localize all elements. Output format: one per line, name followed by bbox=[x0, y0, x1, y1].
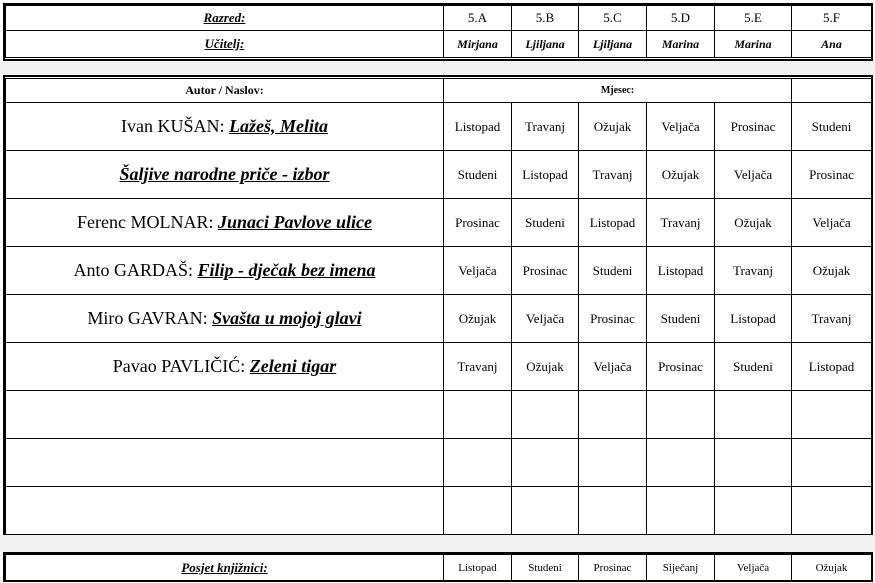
month-cell: Studeni bbox=[647, 295, 715, 343]
empty-cell bbox=[715, 487, 792, 535]
book-title: Šaljive narodne priče - izbor bbox=[119, 164, 330, 184]
month-cell: Listopad bbox=[647, 247, 715, 295]
library-visit-label: Posjet knjižnici: bbox=[6, 555, 444, 581]
library-visit-table bbox=[5, 554, 872, 581]
book-title: Lažeš, Melita bbox=[229, 116, 328, 136]
month-cell: Ožujak bbox=[647, 151, 715, 199]
empty-cell bbox=[512, 439, 579, 487]
month-cell: Travanj bbox=[647, 199, 715, 247]
class-cell: 5.E bbox=[715, 6, 792, 31]
teacher-cell: Ljiljana bbox=[512, 31, 579, 58]
empty-row bbox=[6, 391, 872, 439]
month-cell: Travanj bbox=[792, 295, 872, 343]
empty-cell bbox=[715, 391, 792, 439]
month-cell: Studeni bbox=[579, 247, 647, 295]
book-cell bbox=[6, 295, 444, 343]
empty-cell bbox=[715, 439, 792, 487]
book-author: Miro GAVRAN: bbox=[87, 308, 213, 328]
book-title: Filip - dječak bez imena bbox=[197, 260, 376, 280]
class-cell: 5.D bbox=[647, 6, 715, 31]
book-title: Svašta u mojoj glavi bbox=[212, 308, 362, 328]
author-title-header: Autor / Naslov: bbox=[6, 79, 444, 103]
book-author: Ferenc MOLNAR: bbox=[77, 212, 218, 232]
empty-cell bbox=[6, 487, 444, 535]
empty-cell bbox=[512, 391, 579, 439]
table-row bbox=[6, 199, 872, 247]
empty-header-cell bbox=[792, 79, 872, 103]
schedule-header-row bbox=[6, 79, 872, 103]
month-cell: Studeni bbox=[444, 151, 512, 199]
book-title: Zeleni tigar bbox=[249, 356, 337, 376]
empty-cell bbox=[792, 391, 872, 439]
month-cell: Ožujak bbox=[444, 295, 512, 343]
visit-month-cell: Ožujak bbox=[792, 555, 872, 581]
ucitelj-label: Učitelj: bbox=[6, 31, 444, 58]
month-cell: Travanj bbox=[444, 343, 512, 391]
visit-month-cell: Veljača bbox=[715, 555, 792, 581]
table-row bbox=[6, 103, 872, 151]
empty-cell bbox=[647, 391, 715, 439]
visit-month-cell: Listopad bbox=[444, 555, 512, 581]
teacher-cell: Mirjana bbox=[444, 31, 512, 58]
month-cell: Ožujak bbox=[792, 247, 872, 295]
month-cell: Prosinac bbox=[647, 343, 715, 391]
book-cell bbox=[6, 151, 444, 199]
empty-cell bbox=[444, 439, 512, 487]
visit-month-cell: Siječanj bbox=[647, 555, 715, 581]
empty-cell bbox=[444, 487, 512, 535]
month-cell: Prosinac bbox=[444, 199, 512, 247]
empty-cell bbox=[6, 391, 444, 439]
month-cell: Studeni bbox=[512, 199, 579, 247]
empty-cell bbox=[579, 439, 647, 487]
month-cell: Studeni bbox=[792, 103, 872, 151]
empty-cell bbox=[444, 391, 512, 439]
spacer-strip-bottom bbox=[0, 535, 875, 552]
empty-cell bbox=[579, 487, 647, 535]
month-cell: Veljača bbox=[647, 103, 715, 151]
empty-row bbox=[6, 487, 872, 535]
razred-label: Razred: bbox=[6, 6, 444, 31]
book-title: Junaci Pavlove ulice bbox=[218, 212, 372, 232]
book-author: Anto GARDAŠ: bbox=[73, 260, 198, 280]
class-cell: 5.B bbox=[512, 6, 579, 31]
month-cell: Veljača bbox=[579, 343, 647, 391]
month-cell: Travanj bbox=[512, 103, 579, 151]
month-cell: Veljača bbox=[444, 247, 512, 295]
visit-month-cell: Studeni bbox=[512, 555, 579, 581]
empty-row bbox=[6, 439, 872, 487]
empty-cell bbox=[792, 439, 872, 487]
month-cell: Listopad bbox=[715, 295, 792, 343]
empty-cell bbox=[512, 487, 579, 535]
month-cell: Listopad bbox=[444, 103, 512, 151]
book-author: Ivan KUŠAN: bbox=[121, 116, 229, 136]
month-cell: Veljača bbox=[792, 199, 872, 247]
teacher-cell: Ana bbox=[792, 31, 872, 58]
month-cell: Prosinac bbox=[715, 103, 792, 151]
month-header: Mjesec: bbox=[444, 79, 792, 103]
book-cell bbox=[6, 199, 444, 247]
visit-month-cell: Prosinac bbox=[579, 555, 647, 581]
table-row bbox=[6, 247, 872, 295]
month-cell: Prosinac bbox=[792, 151, 872, 199]
month-cell: Prosinac bbox=[512, 247, 579, 295]
month-cell: Prosinac bbox=[579, 295, 647, 343]
month-cell: Travanj bbox=[579, 151, 647, 199]
book-cell bbox=[6, 247, 444, 295]
book-cell bbox=[6, 343, 444, 391]
month-cell: Veljača bbox=[512, 295, 579, 343]
class-cell: 5.F bbox=[792, 6, 872, 31]
reading-schedule-table bbox=[5, 78, 872, 535]
teacher-cell: Ljiljana bbox=[579, 31, 647, 58]
book-author: Pavao PAVLIČIĆ: bbox=[112, 356, 250, 376]
month-cell: Ožujak bbox=[715, 199, 792, 247]
empty-cell bbox=[579, 391, 647, 439]
month-cell: Veljača bbox=[715, 151, 792, 199]
table-row bbox=[6, 343, 872, 391]
empty-cell bbox=[792, 487, 872, 535]
empty-cell bbox=[647, 439, 715, 487]
table-row bbox=[6, 295, 872, 343]
book-cell bbox=[6, 103, 444, 151]
month-cell: Listopad bbox=[792, 343, 872, 391]
month-cell: Ožujak bbox=[512, 343, 579, 391]
class-header-table bbox=[5, 5, 872, 58]
month-cell: Studeni bbox=[715, 343, 792, 391]
month-cell: Listopad bbox=[579, 199, 647, 247]
empty-cell bbox=[6, 439, 444, 487]
month-cell: Travanj bbox=[715, 247, 792, 295]
teacher-cell: Marina bbox=[647, 31, 715, 58]
spacer-strip-top bbox=[0, 61, 875, 75]
month-cell: Listopad bbox=[512, 151, 579, 199]
table-row bbox=[6, 151, 872, 199]
class-cell: 5.C bbox=[579, 6, 647, 31]
teacher-cell: Marina bbox=[715, 31, 792, 58]
empty-cell bbox=[647, 487, 715, 535]
month-cell: Ožujak bbox=[579, 103, 647, 151]
class-cell: 5.A bbox=[444, 6, 512, 31]
